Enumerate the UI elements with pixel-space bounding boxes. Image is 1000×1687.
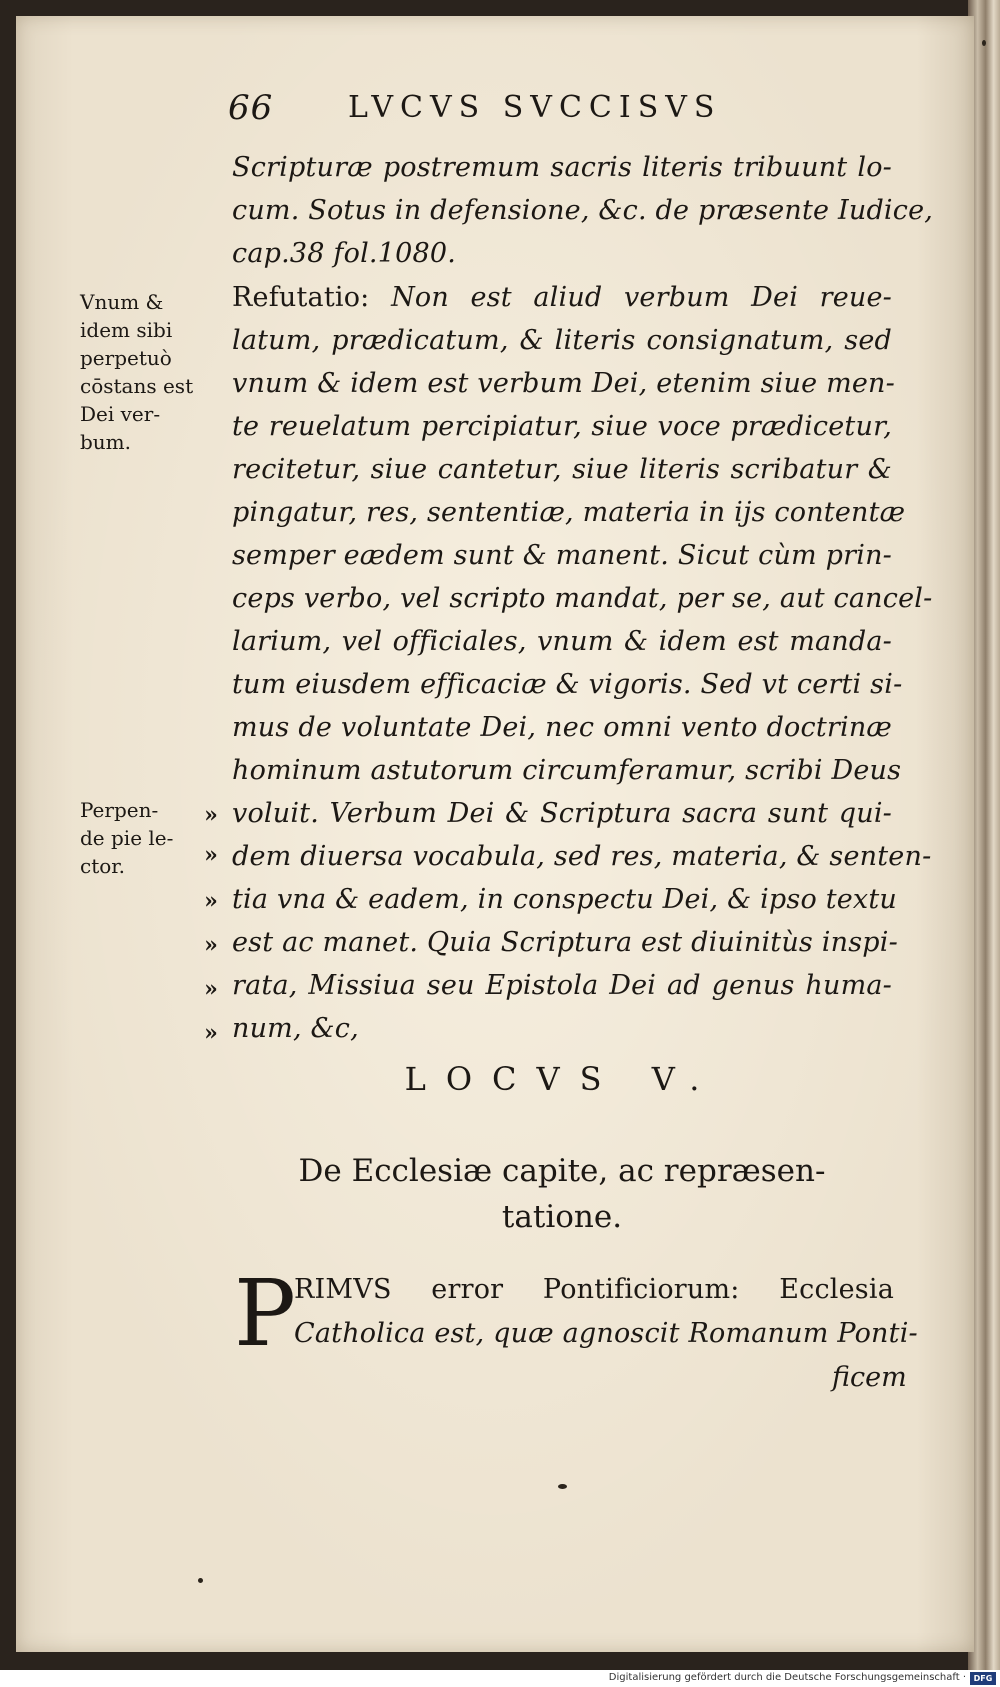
opening-paragraph [294,1268,918,1356]
refutatio-paragraph [232,276,933,1050]
margin-note-line: perpetuò [80,346,172,370]
footer-bar [0,1670,1000,1687]
margin-note-line: ctor. [80,854,125,878]
page-number: 66 [228,88,274,128]
margin-note-line: bum. [80,430,132,454]
margin-note-verbum-dei [80,288,210,456]
text-line: Scripturæ postremum sacris literis tribuunt lo- [232,152,892,183]
margin-note-line: Dei ver- [80,402,161,426]
text-line: hominum astutorum circumferamur, scribi Deus [232,755,902,786]
margin-note-line: idem sibi [80,318,173,342]
quote-mark: » [204,802,218,828]
quote-mark: » [204,976,218,1002]
refutatio-first-line [232,276,892,319]
ink-speck [558,1484,567,1489]
refutatio-first-line-text: Non est aliud verbum Dei reue- [391,282,892,313]
text-line: larium, vel officiales, vnum & idem est manda- [232,626,892,657]
text-line: ceps verbo, vel scripto mandat, per se, aut cancel- [232,583,933,614]
drop-cap: P [234,1260,296,1367]
refutatio-label: Refutatio: [232,282,370,313]
footer-credit: Digitalisierung gefördert durch die Deutsche Forschungsgemeinschaft · [608,1672,966,1683]
text-line: cap.38 fol.1080. [232,238,456,269]
text-line: voluit. Verbum Dei & Scriptura sacra sunt qui- [232,798,892,829]
margin-note-line: cōstans est [80,374,194,398]
margin-note-line: de pie le- [80,826,174,850]
margin-note-perpende [80,796,210,880]
text-line: semper eædem sunt & manent. Sicut cùm prin- [232,540,892,571]
text-line: dem diuersa vocabula, sed res, materia, & senten- [232,841,932,872]
margin-note-line: Perpen- [80,798,159,822]
quote-mark: » [204,932,218,958]
margin-note-line: Vnum & [80,290,164,314]
section-subtitle-line: De Ecclesiæ capite, ac repræsen- [298,1153,826,1189]
quote-mark: » [204,842,218,868]
text-line: pingatur, res, sententiæ, materia in ijs contentæ [232,497,906,528]
text-line: te reuelatum percipiatur, siue voce prædicetur, [232,411,892,442]
running-title: LVCVS SVCCISVS [348,90,722,125]
text-line: num, &c, [232,1013,359,1044]
text-line: est ac manet. Quia Scriptura est diuinitùs inspi- [232,927,898,958]
ink-speck [198,1578,203,1583]
quote-mark: » [204,1020,218,1046]
text-line: latum, prædicatum, & literis consignatum, sed [232,325,892,356]
text-line: tum eiusdem efficaciæ & vigoris. Sed vt certi si- [232,669,903,700]
text-line: RIMVS error Pontificiorum: Ecclesia [294,1274,894,1305]
body-top [232,146,934,275]
section-subtitle [232,1148,892,1240]
quote-mark: » [204,888,218,914]
catchword: ficem [832,1362,907,1393]
dfg-logo: DFG [970,1672,996,1685]
text-line: mus de voluntate Dei, nec omni vento doctrinæ [232,712,892,743]
text-line: Catholica est, quæ agnoscit Romanum Ponti- [294,1318,918,1349]
text-line: tia vna & eadem, in conspectu Dei, & ipso textu [232,884,897,915]
text-line: recitetur, siue cantetur, siue literis scribatur & [232,454,892,485]
ink-speck [982,40,986,46]
section-title: LOCVS V. [404,1060,720,1098]
running-head [228,88,788,132]
text-line: vnum & idem est verbum Dei, etenim siue men- [232,368,895,399]
text-line: cum. Sotus in defensione, &c. de præsente Iudice, [232,195,934,226]
text-line: rata, Missiua seu Epistola Dei ad genus huma- [232,970,892,1001]
section-subtitle-line: tatione. [501,1199,623,1235]
